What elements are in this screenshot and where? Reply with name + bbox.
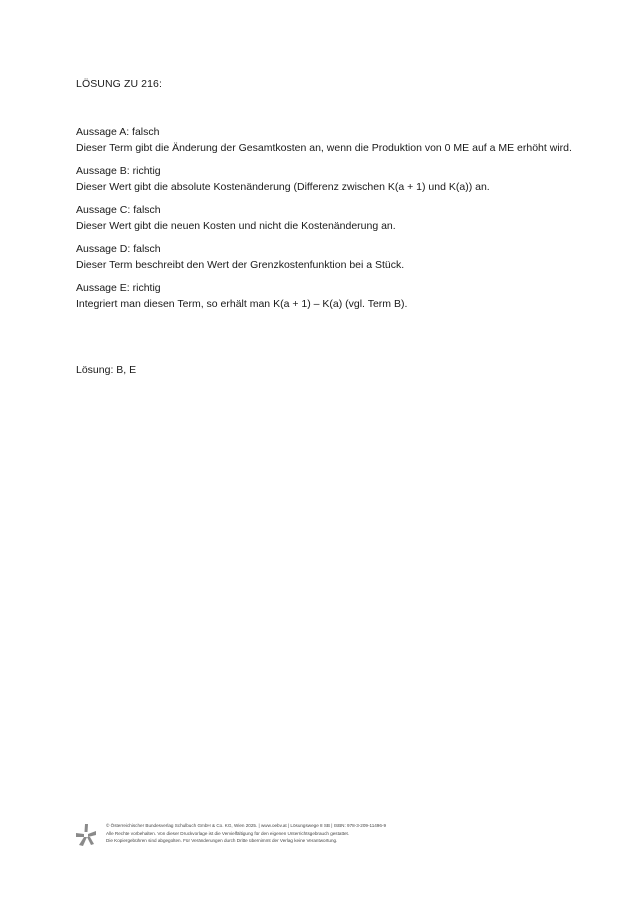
statement-text: Dieser Wert gibt die absolute Kostenänderung (Differenz zwischen K(a + 1) und K(a)) an. bbox=[76, 180, 490, 193]
solution-text: Lösung: B, E bbox=[76, 364, 137, 376]
publisher-logo-icon bbox=[76, 824, 96, 846]
statement-label: Aussage C: falsch bbox=[76, 204, 161, 216]
disclaimer-line: Die Kopiergebühren sind abgegolten. Für Veränderungen durch Dritte übernimmt der Verlag keine Verantwortung. bbox=[106, 838, 338, 843]
statement-label: Aussage B: richtig bbox=[76, 165, 161, 177]
rights-line: Alle Rechte vorbehalten. Von dieser Druckvorlage ist die Vervielfältigung für den eigenen Unterrichtsgebrauch gestattet. bbox=[106, 830, 350, 836]
statement-list bbox=[76, 125, 576, 320]
statement-label: Aussage E: richtig bbox=[76, 282, 161, 294]
statement-d bbox=[76, 242, 576, 273]
statement-label: Aussage D: falsch bbox=[76, 243, 161, 255]
statement-text: Dieser Term gibt die Änderung der Gesamtkosten an, wenn die Produktion von 0 ME auf a ME erhöht wird. bbox=[76, 141, 572, 154]
statement-a bbox=[76, 125, 576, 156]
statement-text: Integriert man diesen Term, so erhält man K(a + 1) – K(a) (vgl. Term B). bbox=[76, 297, 408, 310]
statement-e bbox=[76, 281, 576, 312]
page-footer bbox=[76, 822, 496, 852]
statement-text: Dieser Wert gibt die neuen Kosten und nicht die Kostenänderung an. bbox=[76, 219, 396, 232]
statement-b bbox=[76, 164, 576, 195]
statement-text: Dieser Term beschreibt den Wert der Grenzkostenfunktion bei a Stück. bbox=[76, 258, 405, 271]
copyright-notice bbox=[106, 822, 496, 845]
statement-label: Aussage A: falsch bbox=[76, 126, 160, 138]
copyright-line: © Österreichischer Bundesverlag Schulbuch GmbH & Co. KG, Wien 2025. | www.oebv.at | Lösungswege 8 SB | ISBN: 978-3-209-11496-9 bbox=[106, 823, 387, 828]
statement-c bbox=[76, 203, 576, 234]
page-title: LÖSUNG ZU 216: bbox=[76, 78, 163, 90]
